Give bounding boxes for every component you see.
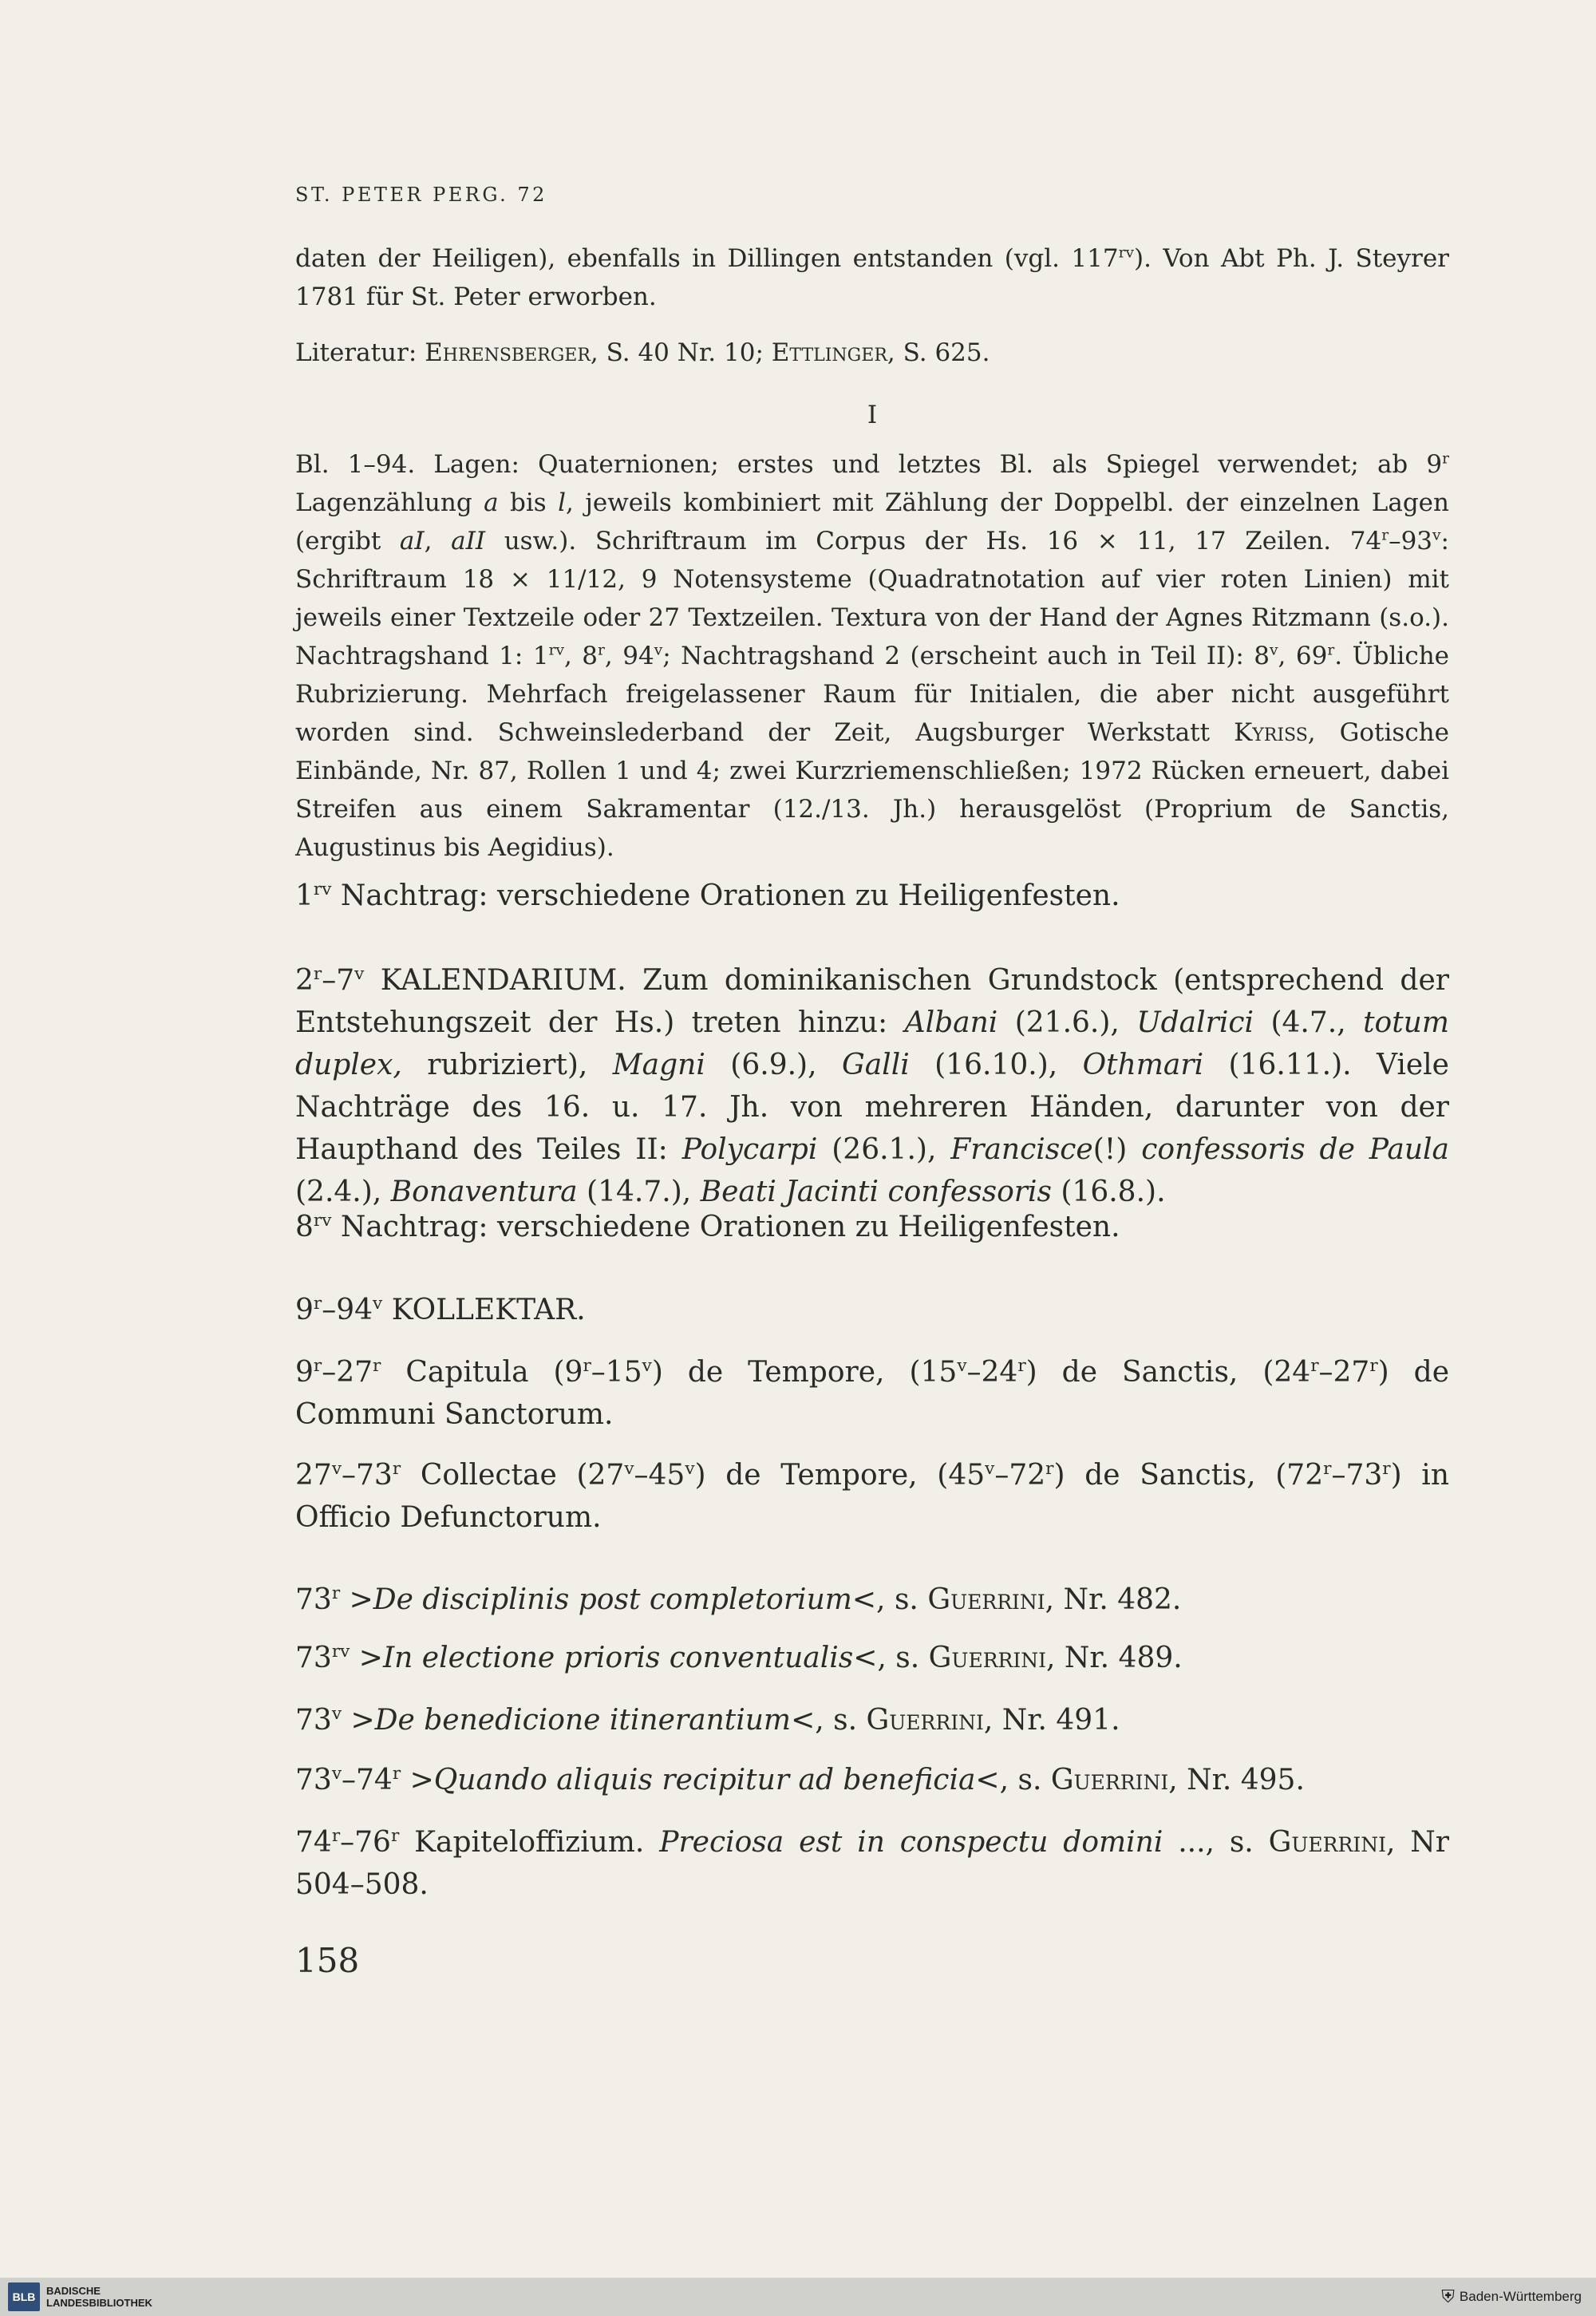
- page-number: 158: [295, 1941, 360, 1980]
- entry-kollektar: 9$^r$–94$^v$ KOLLEKTAR.: [295, 1294, 586, 1326]
- codicological-description: Bl. 1–94. Lagen: Quaternionen; erstes und letztes Bl. als Spiegel verwendet; ab 9$^r$ Lagenzählung a bis l, jeweils kombiniert mit Zählung der Doppelbl. der einzelnen Lagen (ergibt aI, aII usw.). Schriftraum im Corpus der Hs. 16 × 11, 17 Zeilen. 74$^r$–93$^v$: Schriftraum 18 × 11/12, 9 Notensysteme (Quadratnotation auf vier roten Linien) mit jeweils einer Textzeile oder 27 Textzeilen. Textura von der Hand der Agnes Ritzmann (s.o.). Nachtragshand 1: $1^{rv}$, 8$^r$, 94$^v$; Nachtragshand 2 (erscheint auch in Teil II): 8$^v$, 69$^r$. Übliche Rubrizierung. Mehrfach freigelassener Raum für Initialen, die aber nicht ausgeführt worden sind. Schweinslederband der Zeit, Augsburger Werkstatt Kyriss, Gotische Einbände, Nr. 87, Rollen 1 und 4; zwei Kurzriemenschließen; 1972 Rücken erneuert, dabei Streifen aus einem Sakramentar (12./13. Jh.) herausgelöst (Proprium de Sanctis, Augustinus bis Aegidius).: [295, 450, 1450, 862]
- entry-capitula: 9$^r$–27$^r$ Capitula (9$^r$–15$^v$) de Tempore, (15$^v$–24$^r$) de Sanctis, (24$^r$–27$^r$) de Communi Sanctorum.: [295, 1356, 1450, 1431]
- entry-kapiteloffizium: 74$^r$–76$^r$ Kapiteloffizium. Preciosa est in conspectu domini ..., s. Guerrini, Nr 504–508.: [295, 1826, 1449, 1901]
- entry-73rv: $73^{rv} >In$ electione prioris conventualis<, s. Guerrini, Nr. 489.: [295, 1642, 1183, 1674]
- entry-73r: $73^r >De$ disciplinis post completorium<, s. Guerrini, Nr. 482.: [295, 1583, 1182, 1616]
- library-name: BADISCHE LANDESBIBLIOTHEK: [46, 2285, 152, 2309]
- entry-nachtrag-8: $8^{rv}$ Nachtrag: verschiedene Orationen zu Heiligenfesten.: [295, 1211, 1120, 1243]
- running-title: ST. PETER PERG. 72: [295, 184, 547, 206]
- intro-paragraph: daten der Heiligen), ebenfalls in Dillingen entstanden (vgl. $117^{rv}$). Von Abt Ph. J. Steyrer 1781 für St. Peter erworben.: [295, 244, 1450, 311]
- state-brand[interactable]: [1441, 2278, 1582, 2316]
- blb-logo[interactable]: BLB: [8, 2282, 40, 2311]
- literature-line: Literatur: Ehrensberger, S. 40 Nr. 10; Ettlinger, S. 625.: [295, 338, 990, 367]
- part-heading: I: [867, 401, 878, 429]
- entry-collectae: 27$^v$–73$^r$ Collectae (27$^v$–45$^v$) de Tempore, (45$^v$–72$^r$) de Sanctis, (72$^r$–73$^r$) in Officio Defunctorum.: [295, 1459, 1450, 1534]
- coat-of-arms-icon: ⛨: [1441, 2286, 1455, 2306]
- entry-73v-74r: $73^v-74^r$ >Quando aliquis recipitur ad beneficia<, s. Guerrini, Nr. 495.: [295, 1764, 1305, 1796]
- state-name: Baden-Württemberg: [1459, 2289, 1582, 2304]
- viewer-footer: [0, 2278, 1596, 2316]
- entry-73v: $73^v >De$ benedicione itinerantium<, s. Guerrini, Nr. 491.: [295, 1704, 1120, 1737]
- entry-nachtrag-1: $1^{rv}$ Nachtrag: verschiedene Orationen zu Heiligenfesten.: [295, 879, 1120, 912]
- entry-kalendarium: 2$^r$–7$^v$ KALENDARIUM. Zum dominikanischen Grundstock (entsprechend der Entstehungszeit der Hs.) treten hinzu: Albani (21.6.), Udalrici (4.7., totum duplex, rubriziert), Magni (6.9.), Galli (16.10.), Othmari (16.11.). Viele Nachträge des 16. u. 17. Jh. von mehreren Händen, darunter von der Haupthand des Teiles II: Polycarpi (26.1.), Francisce(!) confessoris de Paula (2.4.), Bonaventura (14.7.), Beati Jacinti confessoris (16.8.).: [295, 964, 1450, 1208]
